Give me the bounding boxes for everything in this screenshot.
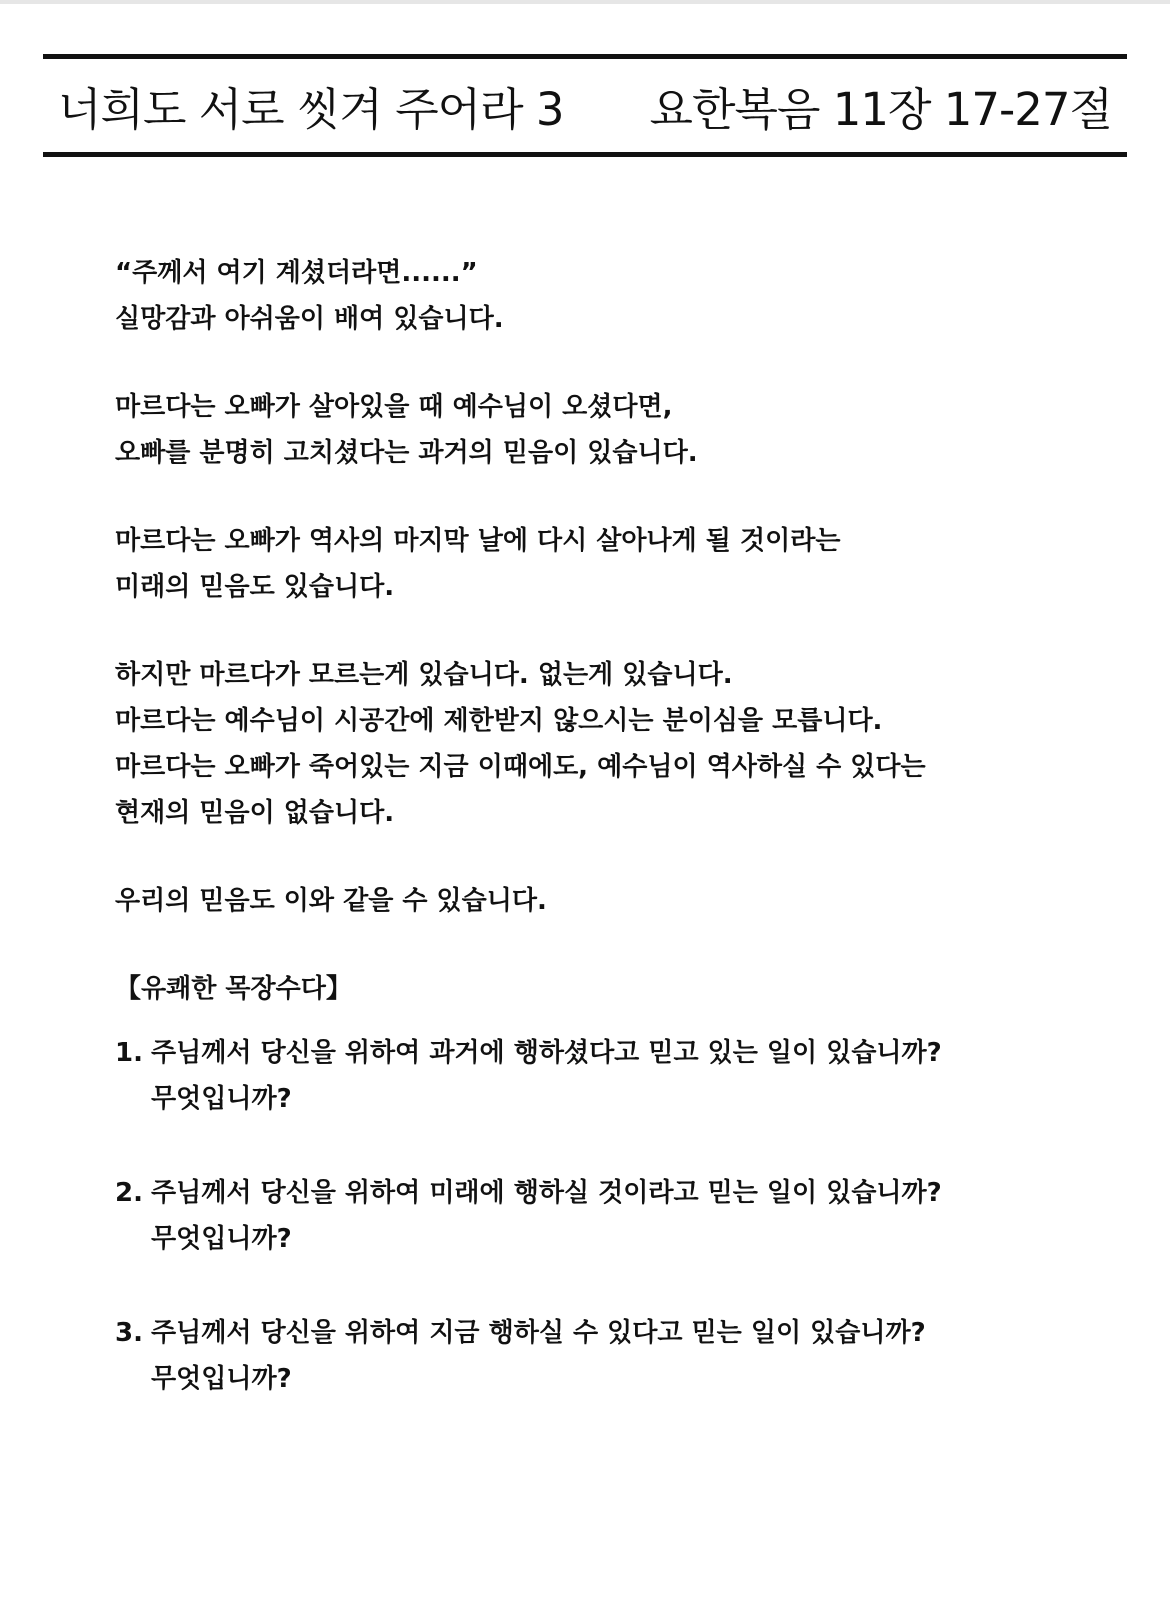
question-followup: 무엇입니까? <box>151 1364 292 1394</box>
paragraph-line: 미래의 믿음도 있습니다. <box>115 572 395 602</box>
paragraph-line: 오빠를 분명히 고치셨다는 과거의 믿음이 있습니다. <box>115 438 698 468</box>
question-text: 주님께서 당신을 위하여 지금 행하실 수 있다고 믿는 일이 있습니까? <box>151 1318 926 1348</box>
question-followup: 무엇입니까? <box>151 1224 292 1254</box>
page-title: 너희도 서로 씻겨 주어라 3 <box>58 82 564 136</box>
header <box>58 60 1112 150</box>
paragraph-line: 우리의 믿음도 이와 같을 수 있습니다. <box>115 886 547 916</box>
question-followup: 무엇입니까? <box>151 1084 292 1114</box>
question-item <box>115 1170 1095 1262</box>
paragraph-line: 마르다는 예수님이 시공간에 제한받지 않으시는 분이심을 모릅니다. <box>115 706 883 736</box>
question-item <box>115 1030 1095 1122</box>
question-number: 1. <box>115 1038 143 1068</box>
paragraph-line: 하지만 마르다가 모르는게 있습니다. 없는게 있습니다. <box>115 660 733 690</box>
question-number: 3. <box>115 1318 143 1348</box>
section-title: 【유쾌한 목장수다】 <box>115 974 352 1004</box>
paragraph <box>115 878 1095 924</box>
paragraph <box>115 518 1095 610</box>
paragraph-line: 마르다는 오빠가 죽어있는 지금 이때에도, 예수님이 역사하실 수 있다는 <box>115 752 926 782</box>
paragraph <box>115 384 1095 476</box>
paragraph-line: 마르다는 오빠가 살아있을 때 예수님이 오셨다면, <box>115 392 673 422</box>
document-body <box>115 250 1095 1450</box>
paragraph <box>115 250 1095 342</box>
header-bottom-rule <box>43 152 1127 157</box>
question-number: 2. <box>115 1178 143 1208</box>
scripture-reference: 요한복음 11장 17-27절 <box>649 82 1112 136</box>
paragraph-line: “주께서 여기 계셨더라면......” <box>115 258 478 288</box>
paragraph-line: 마르다는 오빠가 역사의 마지막 날에 다시 살아나게 될 것이라는 <box>115 526 841 556</box>
question-item <box>115 1310 1095 1402</box>
paragraph-line: 실망감과 아쉬움이 배여 있습니다. <box>115 304 504 334</box>
question-text: 주님께서 당신을 위하여 과거에 행하셨다고 믿고 있는 일이 있습니까? <box>151 1038 942 1068</box>
header-top-rule <box>43 54 1127 59</box>
paragraph <box>115 652 1095 836</box>
paragraph-line: 현재의 믿음이 없습니다. <box>115 798 395 828</box>
top-strip <box>0 0 1170 4</box>
question-text: 주님께서 당신을 위하여 미래에 행하실 것이라고 믿는 일이 있습니까? <box>151 1178 942 1208</box>
